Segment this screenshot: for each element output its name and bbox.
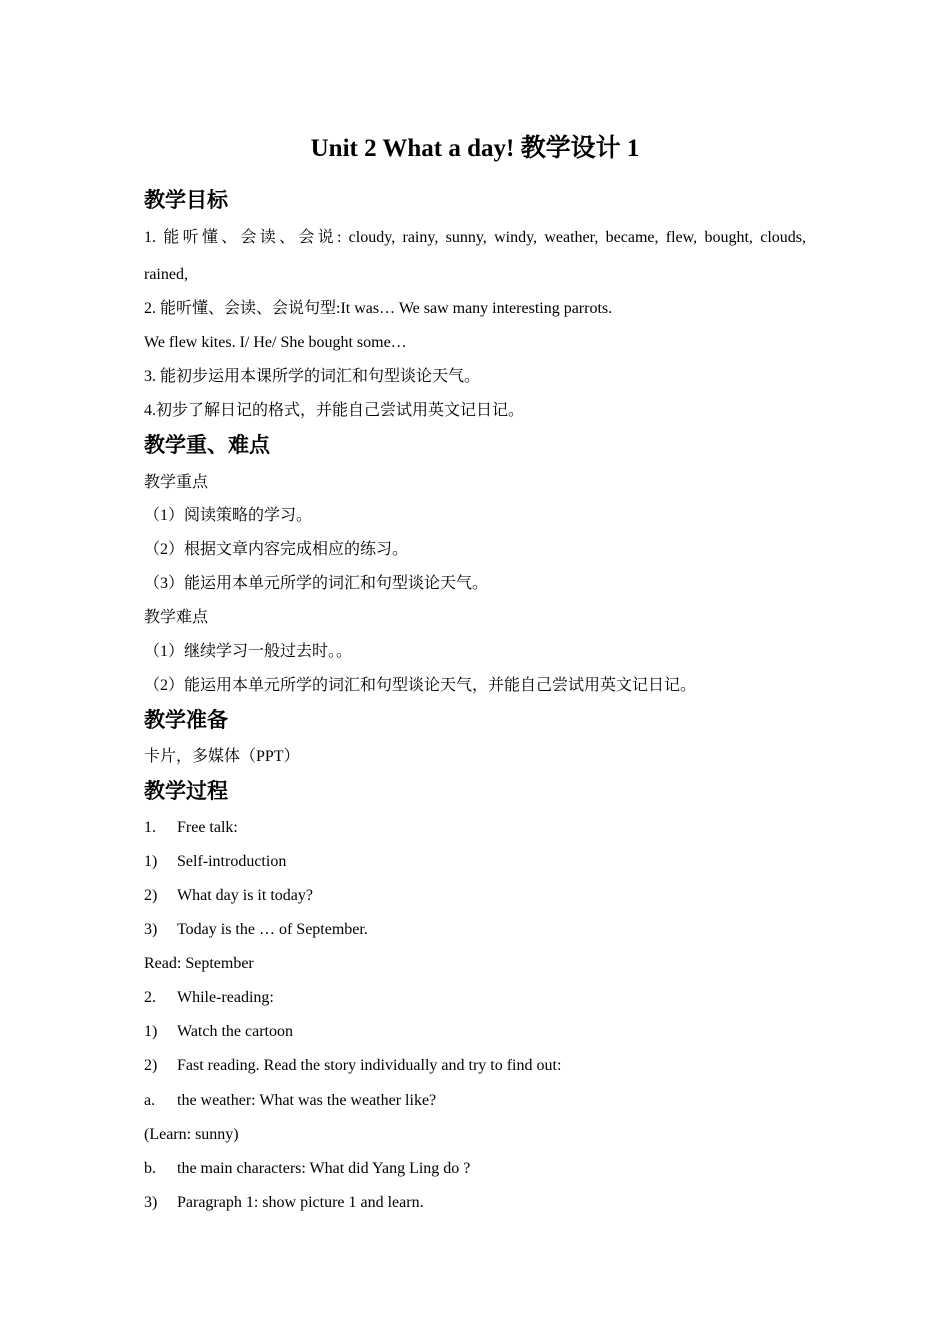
list-text: What day is it today? <box>177 887 313 904</box>
focus-item: （3）能运用本单元所学的词汇和句型谈论天气。 <box>144 575 489 592</box>
objective-item-2: 2. 能听懂、会读、会说句型:It was… We saw many interesting parrots. <box>144 300 613 317</box>
focus-item: （1）阅读策略的学习。 <box>144 507 313 524</box>
list-text: Free talk: <box>177 819 238 836</box>
process-heading: 教学过程 <box>144 779 228 803</box>
difficulty-item: （1）继续学习一般过去时。。 <box>144 643 353 660</box>
list-number: 2) <box>144 887 158 904</box>
list-text: Today is the … of September. <box>177 921 368 938</box>
list-number: 1) <box>144 1023 158 1040</box>
list-text: Self-introduction <box>177 853 287 870</box>
read-note: Read: September <box>144 955 254 972</box>
objective-item-2-cont: We flew kites. I/ He/ She bought some… <box>144 334 407 351</box>
list-item <box>144 850 286 874</box>
list-number: 2) <box>144 1057 158 1074</box>
difficulty-item: （2）能运用本单元所学的词汇和句型谈论天气，并能自己尝试用英文记日记。 <box>144 677 697 694</box>
focus-item: （2）根据文章内容完成相应的练习。 <box>144 541 409 558</box>
list-number: 3) <box>144 1194 158 1211</box>
objective-item-1: 1. 能听懂、会读、会说: cloudy, rainy, sunny, windy, weather, became, flew, bought, clouds, <box>144 229 806 246</box>
list-number: 1) <box>144 853 158 870</box>
list-text: Paragraph 1: show picture 1 and learn. <box>177 1194 424 1211</box>
list-item <box>144 1191 424 1215</box>
list-item <box>144 1089 436 1113</box>
list-item <box>144 1054 561 1078</box>
difficulty-label: 教学难点 <box>144 609 209 626</box>
objective-item-3: 3. 能初步运用本课所学的词汇和句型谈论天气。 <box>144 368 481 385</box>
focus-label: 教学重点 <box>144 474 209 491</box>
list-number: b. <box>144 1160 156 1177</box>
document-title: Unit 2 What a day! 教学设计 1 <box>310 135 640 162</box>
list-text: the weather: What was the weather like? <box>177 1092 437 1109</box>
key-points-heading: 教学重、难点 <box>144 433 270 457</box>
list-text: While-reading: <box>177 989 274 1006</box>
list-item <box>144 918 368 942</box>
list-item <box>144 1020 293 1044</box>
preparation-heading: 教学准备 <box>144 708 228 732</box>
process-step-2 <box>144 986 274 1010</box>
list-number: 3) <box>144 921 158 938</box>
list-text: the main characters: What did Yang Ling do ? <box>177 1160 471 1177</box>
list-item <box>144 1157 470 1181</box>
objective-item-1-cont: rained, <box>144 266 188 283</box>
list-text: Watch the cartoon <box>177 1023 293 1040</box>
objective-item-4: 4.初步了解日记的格式，并能自己尝试用英文记日记。 <box>144 402 525 419</box>
objectives-heading: 教学目标 <box>144 188 228 212</box>
list-number: 2. <box>144 989 156 1006</box>
list-number: 1. <box>144 819 156 836</box>
list-text: Fast reading. Read the story individually and try to find out: <box>177 1057 562 1074</box>
process-step-1 <box>144 816 238 840</box>
list-item <box>144 884 313 908</box>
learn-note: (Learn: sunny) <box>144 1126 239 1143</box>
list-number: a. <box>144 1092 156 1109</box>
preparation-text: 卡片，多媒体（PPT） <box>144 748 300 765</box>
